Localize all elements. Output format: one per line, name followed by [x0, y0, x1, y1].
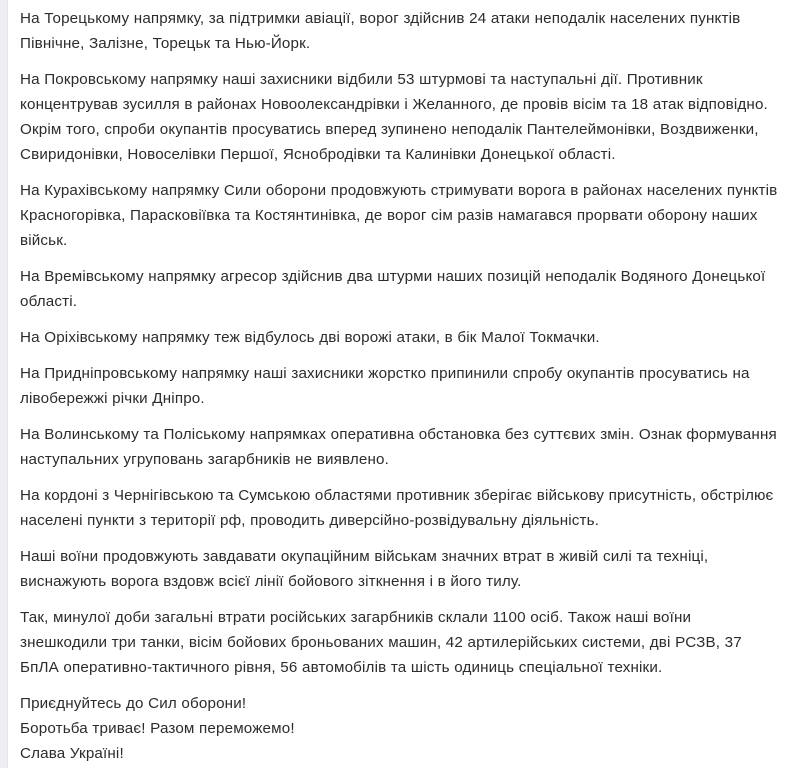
paragraph-kurakhove-direction: На Курахівському напрямку Сили оборони продовжують стримувати ворога в районах населених пунктів Красногорівка, Парасковіївка та Костянтинівка, де ворог сім разів намагався прорвати оборону наших військ. — [20, 182, 778, 249]
paragraph-vremivka-direction: На Времівському напрямку агресор здійснив два штурми наших позицій неподалік Водяного Донецької області. — [20, 268, 766, 310]
paragraph-volyn-polissia-direction: На Волинському та Поліському напрямках оперативна обстановка без суттєвих змін. Ознак формування наступальних угруповань загарбників не виявлено. — [20, 426, 777, 468]
paragraph-orikhiv-direction: На Оріхівському напрямку теж відбулось дві ворожі атаки, в бік Малої Токмачки. — [20, 329, 600, 346]
paragraph-pokrovsk-direction: На Покровському напрямку наші захисники відбили 53 штурмові та наступальні дії. Противник концентрував зусилля в районах Новоолександрівки і Желанного, де провів вісім та 18 атак відповідно. Окрім того, спроби окупантів просуватись вперед зупинено неподалік Пантелеймонівки, Воздвиженки, Свиридонівки, Новоселівки Першої, Яснобродівки та Калинівки Донецької області. — [20, 71, 768, 163]
closing-block — [20, 691, 778, 766]
paragraph-toretsk-direction: На Торецькому напрямку, за підтримки авіації, ворог здійснив 24 атаки неподалік населених пунктів Північне, Залізне, Торецьк та Нью-Йорк. — [20, 10, 741, 52]
closing-line-glory-to-ukraine: Слава Україні! — [20, 745, 124, 762]
report-body — [9, 0, 792, 768]
paragraph-enemy-losses-detail: Так, минулої доби загальні втрати російських загарбників склали 1100 осіб. Також наші воїни знешкодили три танки, вісім бойових броньованих машин, 42 артилерійських системи, дві РСЗВ, 37 БпЛА оперативно-тактичного рівня, 56 автомобілів та шість одиниць спеціальної техніки. — [20, 609, 742, 676]
left-gutter-strip — [0, 0, 8, 768]
closing-line-join-defense-forces: Приєднуйтесь до Сил оборони! — [20, 695, 247, 712]
paragraph-prydniprovske-direction: На Придніпровському напрямку наші захисники жорстко припинили спробу окупантів просуватись на лівобережжі річки Дніпро. — [20, 365, 750, 407]
paragraph-enemy-losses-general: Наші воїни продовжують завдавати окупаційним військам значних втрат в живій силі та техніці, виснажують ворога вздовж всієї лінії бойового зіткнення і в його тилу. — [20, 548, 709, 590]
paragraph-chernihiv-sumy-border: На кордоні з Чернігівською та Сумською областями противник зберігає військову присутність, обстрілює населені пункти з території рф, проводить диверсійно-розвідувальну діяльність. — [20, 487, 774, 529]
closing-line-struggle-continues: Боротьба триває! Разом переможемо! — [20, 720, 295, 737]
